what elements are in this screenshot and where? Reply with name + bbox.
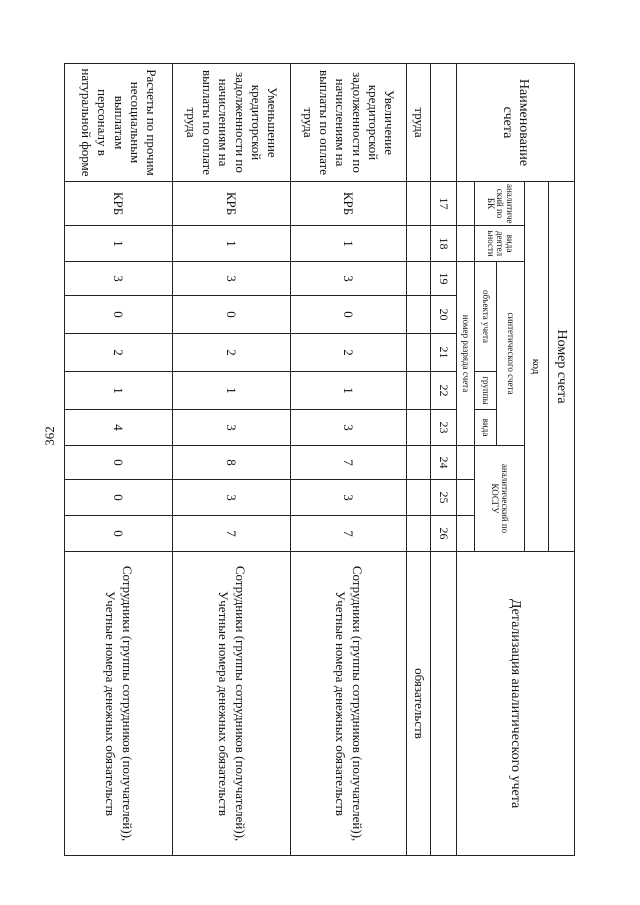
- header-group: группы: [475, 372, 497, 410]
- digit-cell: 22: [431, 372, 457, 410]
- digit-cell: 18: [431, 226, 457, 262]
- continuation-name: труда: [407, 64, 431, 182]
- row-detail: Сотрудники (группы сотрудников (получателей)), Учетные номера денежных обязательств: [173, 552, 291, 856]
- header-analytic-bk: аналитиче ский по БК: [475, 182, 525, 226]
- digit-cell: 26: [431, 516, 457, 552]
- row-value: 0: [291, 296, 407, 334]
- row-value: 2: [173, 334, 291, 372]
- row-value: 0: [65, 516, 173, 552]
- header-kod: код: [525, 182, 549, 552]
- row-value: 1: [173, 226, 291, 262]
- accounts-table: [64, 63, 575, 856]
- table-row: [291, 64, 407, 856]
- digit-cell-name: [431, 64, 457, 182]
- row-value: 4: [65, 410, 173, 446]
- header-kind: вида: [475, 410, 497, 446]
- row-value: КРБ: [291, 182, 407, 226]
- digit-cell: 19: [431, 262, 457, 296]
- row-value: 1: [173, 372, 291, 410]
- row-value: 7: [173, 516, 291, 552]
- row-value: 7: [291, 446, 407, 480]
- row-value: 0: [65, 296, 173, 334]
- row-value: 0: [173, 296, 291, 334]
- row-value: 3: [291, 262, 407, 296]
- table-row: [173, 64, 291, 856]
- digit-cell-detail: [431, 552, 457, 856]
- row-value: КРБ: [173, 182, 291, 226]
- rotated-table-wrapper: [65, 63, 575, 855]
- row-value: 1: [291, 226, 407, 262]
- digit-cell: 20: [431, 296, 457, 334]
- page-number: 362: [42, 426, 57, 446]
- row-value: 0: [65, 480, 173, 516]
- row-value: 1: [291, 372, 407, 410]
- digit-cell: 23: [431, 410, 457, 446]
- row-value: 3: [173, 262, 291, 296]
- continuation-detail: обязательств: [407, 552, 431, 856]
- row-value: 3: [173, 410, 291, 446]
- row-value: 3: [291, 410, 407, 446]
- row-value: 8: [173, 446, 291, 480]
- row-value: 3: [291, 480, 407, 516]
- row-name: Увеличение кредиторской задолженности по начислениям на выплаты по оплате труда: [291, 64, 407, 182]
- header-synthetic: синтетического счета: [497, 262, 525, 446]
- row-detail: Сотрудники (группы сотрудников (получателей)), Учетные номера денежных обязательств: [65, 552, 173, 856]
- row-value: 3: [173, 480, 291, 516]
- row-value: КРБ: [65, 182, 173, 226]
- row-value: 1: [65, 226, 173, 262]
- row-value: 0: [65, 446, 173, 480]
- row-value: 1: [65, 372, 173, 410]
- row-value: 3: [65, 262, 173, 296]
- header-activity-type: вида деятел ьности: [475, 226, 525, 262]
- header-accounting-object: объекта учета: [475, 262, 497, 372]
- header-analytic-kosgu: аналитический по КОСГУ: [475, 446, 525, 552]
- row-name: Расчеты по прочим несоциальным выплатам персоналу в натуральной форме: [65, 64, 173, 182]
- header-digit-number: номер разряда счета: [457, 262, 475, 446]
- row-value: 7: [291, 516, 407, 552]
- row-detail: Сотрудники (группы сотрудников (получателей)), Учетные номера денежных обязательств: [291, 552, 407, 856]
- header-detail: Детализация аналитического учета: [457, 552, 575, 856]
- header-account-number: Номер счета: [549, 182, 575, 552]
- digit-cell: 24: [431, 446, 457, 480]
- table-row: [65, 64, 173, 856]
- header-account-name: Наименование счета: [457, 64, 575, 182]
- row-name: Уменьшение кредиторской задолженности по начислениям на выплаты по оплате труда: [173, 64, 291, 182]
- digit-cell: 25: [431, 480, 457, 516]
- row-value: 2: [65, 334, 173, 372]
- digit-cell: 21: [431, 334, 457, 372]
- row-value: 2: [291, 334, 407, 372]
- digit-cell: 17: [431, 182, 457, 226]
